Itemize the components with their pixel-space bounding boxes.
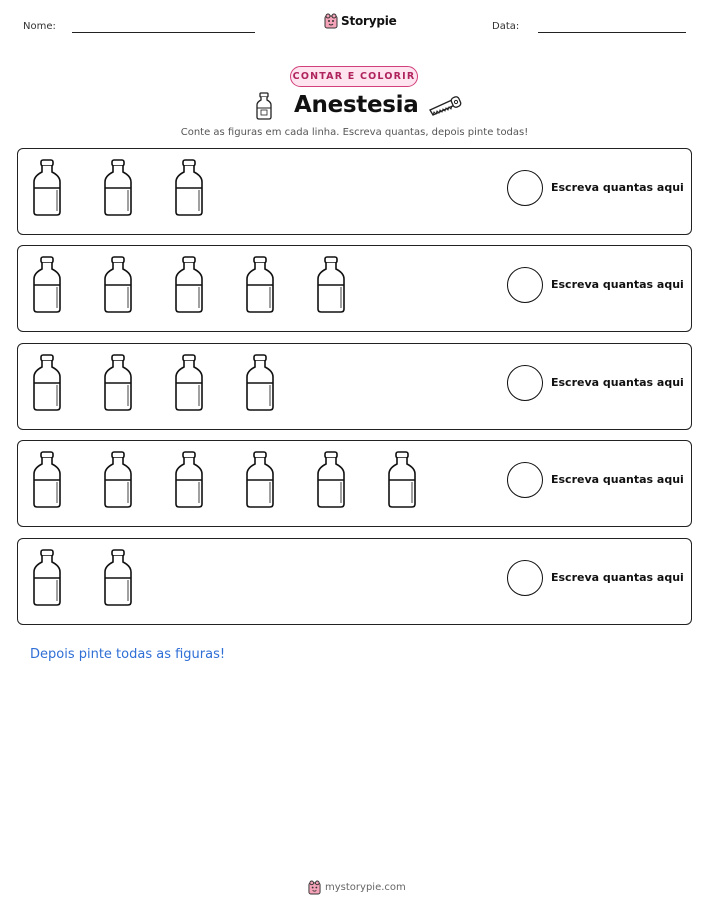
- answer-circle[interactable]: [507, 560, 543, 596]
- answer-circle[interactable]: [507, 170, 543, 206]
- count-row: [17, 148, 692, 235]
- count-row: [17, 245, 692, 332]
- vial-bottle-icon[interactable]: [173, 159, 205, 221]
- vial-bottle-icon[interactable]: [31, 159, 63, 221]
- name-line[interactable]: [72, 32, 255, 33]
- footer-note: Depois pinte todas as figuras!: [30, 647, 226, 662]
- brand-name: Storypie: [341, 14, 397, 28]
- vial-icon: [255, 92, 273, 120]
- storypie-logo-icon: [324, 13, 338, 29]
- answer-label: Escreva quantas aqui: [551, 376, 684, 389]
- name-label: Nome:: [23, 21, 56, 32]
- answer-label: Escreva quantas aqui: [551, 473, 684, 486]
- vial-bottle-icon[interactable]: [31, 549, 63, 611]
- instructions: Conte as figuras em cada linha. Escreva quantas, depois pinte todas!: [180, 127, 529, 138]
- vial-bottle-icon[interactable]: [173, 354, 205, 416]
- answer-circle[interactable]: [507, 365, 543, 401]
- vial-bottle-icon[interactable]: [102, 256, 134, 318]
- answer-label: Escreva quantas aqui: [551, 181, 684, 194]
- answer-label: Escreva quantas aqui: [551, 278, 684, 291]
- date-line[interactable]: [538, 32, 686, 33]
- footer-site-url: mystorypie.com: [325, 882, 406, 893]
- vial-bottle-icon[interactable]: [102, 159, 134, 221]
- count-row: [17, 343, 692, 430]
- date-label: Data:: [492, 21, 520, 32]
- vial-bottle-icon[interactable]: [102, 549, 134, 611]
- answer-circle[interactable]: [507, 267, 543, 303]
- vial-bottle-icon[interactable]: [31, 451, 63, 513]
- vial-bottle-icon[interactable]: [315, 451, 347, 513]
- brand-logo: [324, 13, 397, 29]
- vial-bottle-icon[interactable]: [386, 451, 418, 513]
- footer-site: [308, 880, 406, 895]
- vial-bottle-icon[interactable]: [173, 451, 205, 513]
- vial-bottle-icon[interactable]: [102, 451, 134, 513]
- answer-label: Escreva quantas aqui: [551, 571, 684, 584]
- vial-bottle-icon[interactable]: [244, 354, 276, 416]
- saw-icon: [428, 96, 462, 118]
- page-title: Anestesia: [294, 92, 419, 118]
- title-row: [0, 92, 709, 124]
- vial-bottle-icon[interactable]: [31, 256, 63, 318]
- activity-badge: CONTAR E COLORIR: [290, 66, 418, 87]
- vial-bottle-icon[interactable]: [102, 354, 134, 416]
- count-row: [17, 538, 692, 625]
- vial-bottle-icon[interactable]: [31, 354, 63, 416]
- storypie-logo-icon: [308, 880, 321, 895]
- vial-bottle-icon[interactable]: [244, 451, 276, 513]
- count-row: [17, 440, 692, 527]
- answer-circle[interactable]: [507, 462, 543, 498]
- vial-bottle-icon[interactable]: [244, 256, 276, 318]
- vial-bottle-icon[interactable]: [315, 256, 347, 318]
- vial-bottle-icon[interactable]: [173, 256, 205, 318]
